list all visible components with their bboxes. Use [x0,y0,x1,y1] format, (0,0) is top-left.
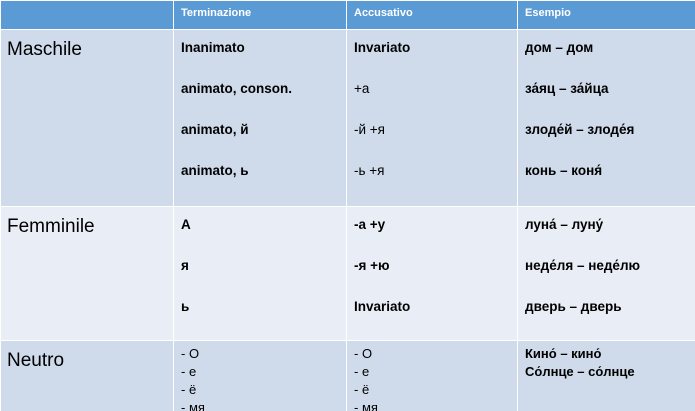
table-row-femminile [1,207,695,341]
terminazione-item: я [181,258,189,273]
gender-cell [1,30,174,207]
gender-label: Maschile [7,39,82,60]
terminazione-item: animato, ь [181,163,249,178]
accusativo-item: +а [354,81,370,96]
gender-cell [1,341,174,411]
esempio-item: Со́лнце – со́лнце [525,364,635,379]
terminazione-item: - ё [181,382,197,397]
header-esempio: Esempio [518,1,695,30]
accusativo-item: Invariato [354,40,411,55]
terminazione-item: А [181,217,191,232]
esempio-cell [518,207,695,341]
table-header-row [1,1,695,30]
terminazione-item: - е [181,364,197,379]
gender-label: Neutro [7,350,65,371]
esempio-item: дом – дом [525,40,594,55]
terminazione-cell [174,30,347,207]
terminazione-item: animato, conson. [181,81,293,96]
terminazione-item: - О [181,346,200,361]
accusativo-item: - мя [354,400,378,411]
table-row-neutro [1,341,695,411]
esempio-item: луна́ – луну́ [525,217,604,232]
accusativo-item: -ь +я [354,163,385,178]
table-row-maschile [1,30,695,207]
accusativo-item: - е [354,364,370,379]
terminazione-cell [174,207,347,341]
esempio-item: злоде́й – злоде́я [525,122,635,137]
terminazione-cell [174,341,347,411]
accusativo-cell [347,30,518,207]
terminazione-item: animato, й [181,122,249,137]
terminazione-item: ь [181,299,190,314]
esempio-item: неде́ля – неде́лю [525,258,641,273]
gender-cell [1,207,174,341]
accusativo-item: - ё [354,382,370,397]
esempio-item: дверь – дверь [525,299,622,314]
header-gender [1,1,174,30]
accusativo-item: Invariato [354,299,411,314]
esempio-item: Кино́ – кино́ [525,346,602,361]
esempio-item: за́яц – за́йца [525,81,609,96]
accusativo-cell [347,207,518,341]
esempio-item: конь – коня́ [525,163,603,178]
accusativo-item: -я +ю [354,258,390,273]
accusativo-item: -й +я [354,122,385,137]
header-terminazione: Terminazione [174,1,347,30]
accusativo-item: - О [354,346,373,361]
esempio-cell [518,30,695,207]
accusativo-cell [347,341,518,411]
terminazione-item: - мя [181,400,205,411]
accusativo-item: -а +у [354,217,386,232]
esempio-cell [518,341,695,411]
gender-label: Femminile [7,216,95,237]
terminazione-item: Inanimato [181,40,245,55]
header-accusativo: Accusativo [347,1,518,30]
